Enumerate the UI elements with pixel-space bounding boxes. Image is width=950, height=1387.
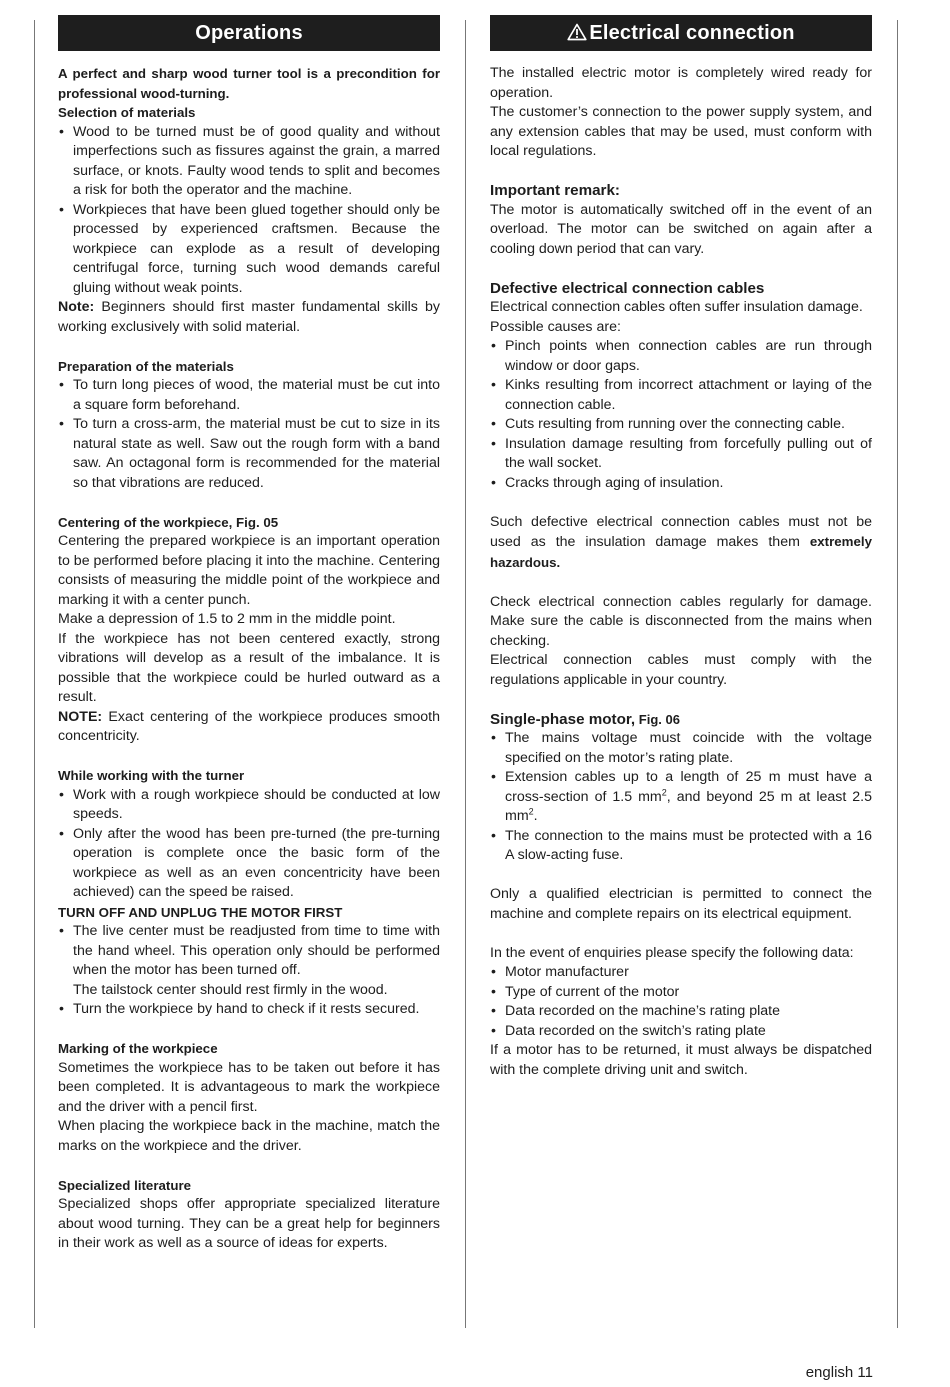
electrical-header [490,15,872,51]
centering-paragraph-1: Centering the prepared workpiece is an important operation to be performed before placing it into the machine. Centering consists of measuring the middle point of the workpiece and marking it with a center punch. [58,533,440,608]
list-item: • Data recorded on the machine’s rating plate [490,1002,872,1022]
list-item: • Only after the wood has been pre-turned (the pre-turning operation is complete once the basic form of the workpiece as well as an even concentricity have been achieved) can the speed be raised. [58,825,440,903]
list-item: • The mains voltage must coincide with the voltage specified on the motor’s rating plate. [490,729,872,768]
extension-cable-text-a: Extension cables up to a length of 25 m must have a cross-section of 1.5 mm [505,769,872,805]
preparation-list [58,376,440,493]
installed-motor-paragraph: The installed electric motor is completely wired ready for operation. [490,65,872,101]
single-phase-title: Single-phase motor, [490,710,636,728]
defective-paragraph-3 [490,513,872,574]
materials-note [58,298,440,337]
defective-paragraph-2: Possible causes are: [490,318,621,335]
list-item: • Work with a rough workpiece should be conducted at low speeds. [58,786,440,825]
list-item: • Data recorded on the switch’s rating plate [490,1022,872,1042]
center-rule [465,20,466,1328]
warning-triangle-icon [567,15,587,51]
motor-return-paragraph: If a motor has to be returned, it must always be dispatched with the complete driving unit and switch. [490,1042,872,1078]
defective-paragraph-5: Electrical connection cables must comply with the regulations applicable in your country. [490,652,872,688]
list-item: • Kinks resulting from incorrect attachment or laying of the connection cable. [490,376,872,415]
note-label: NOTE: [58,708,103,725]
defective-cables-heading: Defective electrical connection cables [490,279,765,297]
list-item: • Insulation damage resulting from forcefully pulling out of the wall socket. [490,435,872,474]
turn-off-warning: TURN OFF AND UNPLUG THE MOTOR FIRST [58,904,343,920]
intro-text: A perfect and sharp wood turner tool is a precondition for professional wood-turning. [58,66,440,101]
operations-header-text: Operations [195,22,303,44]
centering-paragraph-3: If the workpiece has not been centered exactly, strong vibrations will develop as a result of the imbalance. It is possible that the workpiece could be hurled outward as a result. [58,630,440,705]
hazard-text: Such defective electrical connection cables must not be used as the insulation damage makes them [490,513,872,550]
list-item: • Type of current of the motor [490,983,872,1003]
left-margin-rule [34,20,35,1328]
page-footer: english 11 [805,1364,873,1381]
defective-paragraph-4: Check electrical connection cables regularly for damage. Make sure the cable is disconnected from the mains when checking. [490,593,872,649]
list-item: • Cuts resulting from running over the connecting cable. [490,415,872,435]
literature-paragraph: Specialized shops offer appropriate specialized literature about wood turning. They can be a great help for beginners in their work as well as a source of ideas for experts. [58,1196,440,1251]
centering-heading: Centering of the workpiece, Fig. 05 [58,514,279,530]
single-phase-fig-ref: Fig. 06 [635,711,680,727]
list-item: • The connection to the mains must be protected with a 16 A slow-acting fuse. [490,827,872,866]
extension-cable-text-c: . [533,808,538,824]
list-item: • Pinch points when connection cables are run through window or door gaps. [490,337,872,376]
marking-heading: Marking of the workpiece [58,1041,218,1056]
enquiries-paragraph: In the event of enquiries please specify the following data: [490,944,854,961]
list-item: • To turn a cross-arm, the material must be cut to size in its natural state as well. Saw out the rough form with a band saw. An octagonal form is recommended for the material so that vibrations are reduced. [58,415,440,493]
defective-causes-list [490,337,872,493]
enquiries-list [490,963,872,1041]
note-label: Note: [58,299,95,315]
note-text: Exact centering of the workpiece produces smooth concentricity. [58,708,440,744]
electrical-column [490,15,872,1080]
list-item: • To turn long pieces of wood, the material must be cut into a square form beforehand. [58,376,440,415]
centering-note [58,708,440,747]
list-item: • Turn the workpiece by hand to check if it rests secured. [58,1000,440,1020]
working-list-2 [58,922,440,981]
literature-heading: Specialized literature [58,1177,192,1193]
marking-paragraph-1: Sometimes the workpiece has to be taken out before it has been completed. It is advantageous to mark the workpiece and the driver with a pencil first. [58,1059,440,1115]
hazard-bold-text: extremely hazardous. [490,534,872,570]
working-list [58,786,440,903]
operations-header [58,15,440,51]
materials-heading: Selection of materials [58,105,196,120]
marking-paragraph-2: When placing the workpiece back in the machine, match the marks on the workpiece and the driver. [58,1118,440,1154]
working-list-3 [58,1000,440,1020]
extension-cable-text-b: , and beyond 25 m at least 2.5 mm [505,788,872,824]
list-item [490,768,872,827]
superscript: 2 [528,806,534,817]
single-phase-heading [490,710,872,730]
operations-column [58,15,440,1254]
list-item: • Wood to be turned must be of good quality and without imperfections such as fissures against the grain, a marred surface, or knots. Faulty wood tends to split and becomes a risk for both the operator and the machine. [58,123,440,201]
right-margin-rule [897,20,898,1328]
single-phase-list [490,729,872,866]
list-item: • The live center must be readjusted from time to time with the hand wheel. This operation only should be performed when the motor has been turned off. [58,922,440,981]
list-item: • Motor manufacturer [490,963,872,983]
customer-connection-paragraph: The customer’s connection to the power supply system, and any extension cables that may be used, must conform with local regulations. [490,104,872,159]
note-text: Beginners should first master fundamental skills by working exclusively with solid material. [58,299,440,335]
working-heading: While working with the turner [58,768,245,783]
list-item: • Cracks through aging of insulation. [490,474,872,494]
electrical-header-text: Electrical connection [589,22,795,44]
materials-list [58,123,440,299]
tailstock-note: The tailstock center should rest firmly in the wood. [73,981,388,998]
important-remark-text: The motor is automatically switched off in the event of an overload. The motor can be switched on again after a cooling down period that can vary. [490,201,872,257]
list-item: • Workpieces that have been glued together should only be processed by experienced craftsmen. Because the workpiece can explode as a result of developing centrifugal force, turning such wood demands careful gluing without weak points. [58,201,440,299]
important-remark-heading: Important remark: [490,182,620,199]
preparation-heading: Preparation of the materials [58,358,234,374]
qualified-electrician-paragraph: Only a qualified electrician is permitted to connect the machine and complete repairs on its electrical equipment. [490,886,872,922]
superscript: 2 [661,786,667,797]
centering-paragraph-2: Make a depression of 1.5 to 2 mm in the middle point. [58,611,396,627]
defective-paragraph-1: Electrical connection cables often suffer insulation damage. [490,299,863,315]
